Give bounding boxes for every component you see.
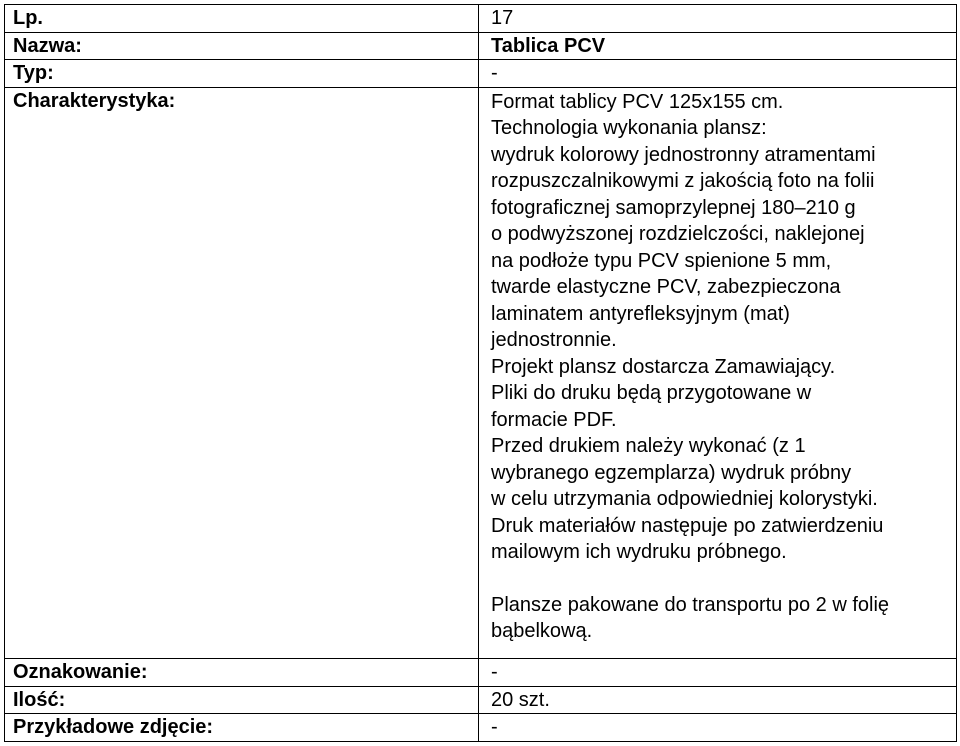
row-ilosc bbox=[5, 686, 957, 714]
description-text-packaging bbox=[491, 592, 956, 645]
description-line: fotograficznej samoprzylepnej 180–210 g bbox=[491, 196, 856, 219]
description-line: na podłoże typu PCV spienione 5 mm, bbox=[491, 249, 832, 272]
label-nazwa: Nazwa: bbox=[5, 32, 479, 60]
description-gap bbox=[491, 566, 956, 592]
spec-table bbox=[4, 4, 957, 742]
description-line: w celu utrzymania odpowiedniej kolorystyki. bbox=[491, 488, 878, 511]
description-line: rozpuszczalnikowymi z jakością foto na folii bbox=[491, 170, 875, 193]
description-line: Format tablicy PCV 125x155 cm. bbox=[491, 90, 784, 113]
value-oznakowanie: - bbox=[479, 659, 957, 687]
label-oznakowanie: Oznakowanie: bbox=[5, 659, 479, 687]
description-line: bąbelkową. bbox=[491, 620, 593, 643]
description-line: Pliki do druku będą przygotowane w bbox=[491, 382, 812, 405]
value-zdjecie: - bbox=[479, 714, 957, 742]
description-line: mailowym ich wydruku próbnego. bbox=[491, 541, 787, 564]
value-nazwa: Tablica PCV bbox=[479, 32, 957, 60]
value-ilosc: 20 szt. bbox=[479, 686, 957, 714]
description-line: laminatem antyrefleksyjnym (mat) bbox=[491, 302, 790, 325]
description-line: Plansze pakowane do transportu po 2 w folię bbox=[491, 593, 890, 616]
description-line: Technologia wykonania plansz: bbox=[491, 117, 767, 140]
description-line: Przed drukiem należy wykonać (z 1 bbox=[491, 435, 806, 458]
description-line: twarde elastyczne PCV, zabezpieczona bbox=[491, 276, 841, 299]
row-oznakowanie bbox=[5, 659, 957, 687]
value-lp: 17 bbox=[479, 5, 957, 33]
label-lp: Lp. bbox=[5, 5, 479, 33]
label-zdjecie: Przykładowe zdjęcie: bbox=[5, 714, 479, 742]
description-line: formacie PDF. bbox=[491, 408, 617, 431]
row-nazwa bbox=[5, 32, 957, 60]
description-line: jednostronnie. bbox=[491, 329, 617, 352]
label-charakterystyka: Charakterystyka: bbox=[5, 87, 479, 658]
description-line: wybranego egzemplarza) wydruk próbny bbox=[491, 461, 852, 484]
description-line: Druk materiałów następuje po zatwierdzeniu bbox=[491, 514, 884, 537]
row-typ bbox=[5, 60, 957, 88]
value-typ: - bbox=[479, 60, 957, 88]
row-zdjecie bbox=[5, 714, 957, 742]
label-typ: Typ: bbox=[5, 60, 479, 88]
description-line: o podwyższonej rozdzielczości, naklejonej bbox=[491, 223, 865, 246]
description-line: wydruk kolorowy jednostronny atramentami bbox=[491, 143, 876, 166]
row-charakterystyka bbox=[5, 87, 957, 658]
value-charakterystyka bbox=[479, 87, 957, 658]
label-ilosc: Ilość: bbox=[5, 686, 479, 714]
row-lp bbox=[5, 5, 957, 33]
description-text bbox=[491, 89, 956, 566]
description-line: Projekt plansz dostarcza Zamawiający. bbox=[491, 355, 836, 378]
